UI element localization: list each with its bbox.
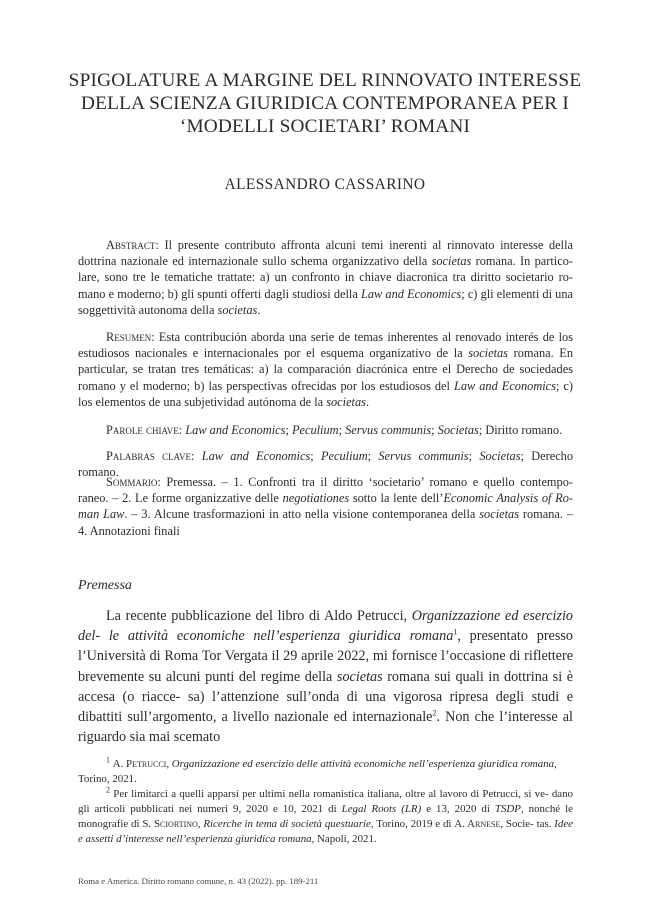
keyword: ; Diritto romano. xyxy=(478,423,563,437)
body-text: Roma Tor Vergata il 29 aprile 2022, mi fornisce l’occasione di riflettere brevemente su xyxy=(78,648,573,685)
title-line: ‘MODELLI SOCIETARI’ ROMANI xyxy=(179,116,471,137)
abstract-label: Abstract: xyxy=(106,238,159,252)
footnote-text: , Napoli, 2021. xyxy=(311,832,377,845)
sommario-text: . – 3. Alcune trasformazioni in atto nella visione contemporanea della xyxy=(124,507,480,522)
resumen-text: los elementos de una subjetividad autónoma de la xyxy=(78,394,327,409)
footnote-author: S. Sciortino xyxy=(142,817,198,830)
abstract-text: . xyxy=(257,302,261,317)
sommario-text: man Law xyxy=(78,507,125,522)
footnote-2 xyxy=(78,787,573,847)
abstract xyxy=(78,237,573,318)
title-line: SPIGOLATURE A MARGINE DEL RINNOVATO INTERESSE xyxy=(68,70,582,91)
resumen-text: Law and Economics xyxy=(453,378,556,393)
footnote-ref[interactable]: 1 xyxy=(453,627,458,637)
resumen xyxy=(78,329,573,410)
resumen-text: . xyxy=(365,394,370,409)
sommario-text: – 4. Annotazioni finali xyxy=(78,507,573,538)
resumen-text: ; c) xyxy=(555,378,573,393)
footnote-1-cont: Torino, 2021. xyxy=(78,772,137,785)
parole-label: Parole chiave: xyxy=(106,423,183,437)
body-paragraph xyxy=(78,606,573,747)
abstract-text: una soggettività autonoma della xyxy=(78,286,573,317)
keyword: Societas xyxy=(437,423,479,437)
keyword: Servus communis xyxy=(345,423,432,437)
book-title: le attività economiche nell’esperienza giuridica romana xyxy=(108,628,454,645)
footnote-ref[interactable]: 2 xyxy=(432,708,437,718)
footnote-text: Per limitarci a quelli apparsi per ultimi nella romanistica italiana, oltre al lavoro di Petrucci, si ve- xyxy=(110,787,549,800)
book-title: Organizzazione ed esercizio del- xyxy=(78,608,573,645)
sommario-text: Premessa. – 1. Confronti tra il diritto ‘societario’ romano e quello contempo- xyxy=(160,475,573,489)
footnote-text: Idee e assetti d’interesse nell’esperienza giuridica romana xyxy=(78,817,574,845)
footnote-text: Legal Roots (LR) xyxy=(341,802,422,815)
footnote-text: , nonché xyxy=(520,802,561,815)
footnote-author: A. Petrucci xyxy=(112,758,167,770)
journal-footer: Roma e America. Diritto romano comune, n. 43 (2022). pp. 189-211 xyxy=(78,876,319,886)
abstract-text: lare, sono tre le tematiche trattate: a) un confronto in chiave diacronica tra diritto societario ro- xyxy=(78,270,573,285)
resumen-label: Resumen: xyxy=(106,330,155,344)
sommario-text: raneo. – 2. Le forme organizzative delle xyxy=(78,491,283,506)
resumen-text: societas xyxy=(468,346,508,361)
body-text: societas xyxy=(336,668,383,685)
keyword: Societas xyxy=(479,449,521,463)
abstract-text: Law and Economics xyxy=(360,286,462,301)
title-line: DELLA SCIENZA GIURIDICA CONTEMPORANEA PER I xyxy=(81,93,569,114)
article-title xyxy=(60,69,590,138)
keyword: Peculium xyxy=(321,449,368,463)
footnote-text: Ricerche in tema di società questuarie xyxy=(203,817,371,830)
footnote-text: , Torino, 2019 e di xyxy=(370,817,455,830)
author-name: ALESSANDRO CASSARINO xyxy=(224,176,426,193)
body-text: alcuni punti del regime della xyxy=(165,668,337,685)
footnotes xyxy=(78,757,573,846)
body-text: romana sui quali in dottrina si è accesa (o riacce- xyxy=(78,668,574,705)
footnote-number: 2 xyxy=(106,785,110,795)
resumen-text: romano y el moderno; b) las perspectivas ofrecidas por los estudiosos del xyxy=(78,378,454,393)
sommario xyxy=(78,474,573,539)
abstract-text: ; c) gli elementi di xyxy=(461,286,553,301)
body-text: , presentato presso l’Università di xyxy=(78,628,573,665)
palabras-label: Palabras clave: xyxy=(106,449,195,463)
abstract-text: dottrina nazionale ed internazionale sullo schema organizzativo della xyxy=(78,254,432,269)
footnote-text: TSDP xyxy=(494,802,521,815)
footnote-text: , xyxy=(166,758,172,770)
abstract-text: societas xyxy=(431,254,472,269)
palabras-clave: Palabras clave: Law and Economics; Peculium; Servus communis; Societas; Derecho romano. xyxy=(78,449,574,480)
footnote-number: 1 xyxy=(106,755,110,765)
resumen-text: societas xyxy=(326,394,366,409)
footnote-author: A. Arnese xyxy=(454,817,501,830)
sommario-text: societas xyxy=(479,507,520,522)
body-text: sa) l’attenzione sull’onda di una vigorosa ripresa degli studi e dibattiti sull’argomento, xyxy=(78,688,574,726)
parole-chiave: Parole chiave: Law and Economics; Peculium; Servus communis; Societas; Diritto romano. xyxy=(106,423,563,437)
sommario-label: Sommario: xyxy=(106,475,161,489)
footnote-text: dano gli articoli pubblicati nei numeri 9, 2020 e 10, 2021 di xyxy=(78,787,573,815)
keyword: Servus communis xyxy=(378,449,469,463)
sommario-text: sotto la lente dell’ xyxy=(349,491,444,506)
sommario-text: romana. xyxy=(519,507,563,522)
abstract-text: Il presente contributo affronta alcuni temi inerenti al rinnovato interesse della xyxy=(158,238,573,252)
resumen-text: particular, se tratan tres temáticas: a) la comparación diacrónica entre el Derecho de sociedades xyxy=(78,362,573,377)
footnote-text: Organizzazione ed esercizio delle attività economiche nell’esperienza giuridica romana xyxy=(171,758,555,770)
footnote-text: e 13, 2020 di xyxy=(421,802,495,815)
sommario-text: Economic Analysis of Ro- xyxy=(443,491,573,506)
keyword: Peculium xyxy=(291,423,339,437)
resumen-text: Esta contribución aborda una serie de temas inherentes al renovado interés de xyxy=(154,330,555,344)
sommario-text: negotiationes xyxy=(282,491,350,506)
resumen-text: los estudiosos nacionales e internacionales por el esquema organizativo de la xyxy=(78,330,573,361)
body-text: . Non che l’interesse al riguardo sia mai scemato xyxy=(78,709,573,746)
keyword: Law and Economics xyxy=(185,423,286,437)
abstract-text: mano e moderno; b) gli spunti offerti dagli studiosi della xyxy=(78,286,361,301)
section-title: Premessa xyxy=(78,578,132,593)
footnote-1 xyxy=(78,757,573,772)
keyword: Law and Economics xyxy=(201,449,311,463)
footnote-text: tas. xyxy=(536,817,555,830)
abstract-text: romana. In partico- xyxy=(471,254,573,269)
footnote-text: , xyxy=(197,817,204,830)
body-text: a livello nazionale ed internazionale xyxy=(221,709,433,726)
footnote-text: , xyxy=(554,758,557,770)
footnote-text: , Socie- xyxy=(500,817,534,830)
footnote-text: le monografie di xyxy=(78,802,573,830)
resumen-text: romana. En xyxy=(508,346,573,361)
abstract-text: societas xyxy=(217,302,258,317)
keyword: ; Derecho romano. xyxy=(78,449,574,480)
body-text: La recente pubblicazione del libro di Aldo Petrucci, xyxy=(106,608,412,624)
